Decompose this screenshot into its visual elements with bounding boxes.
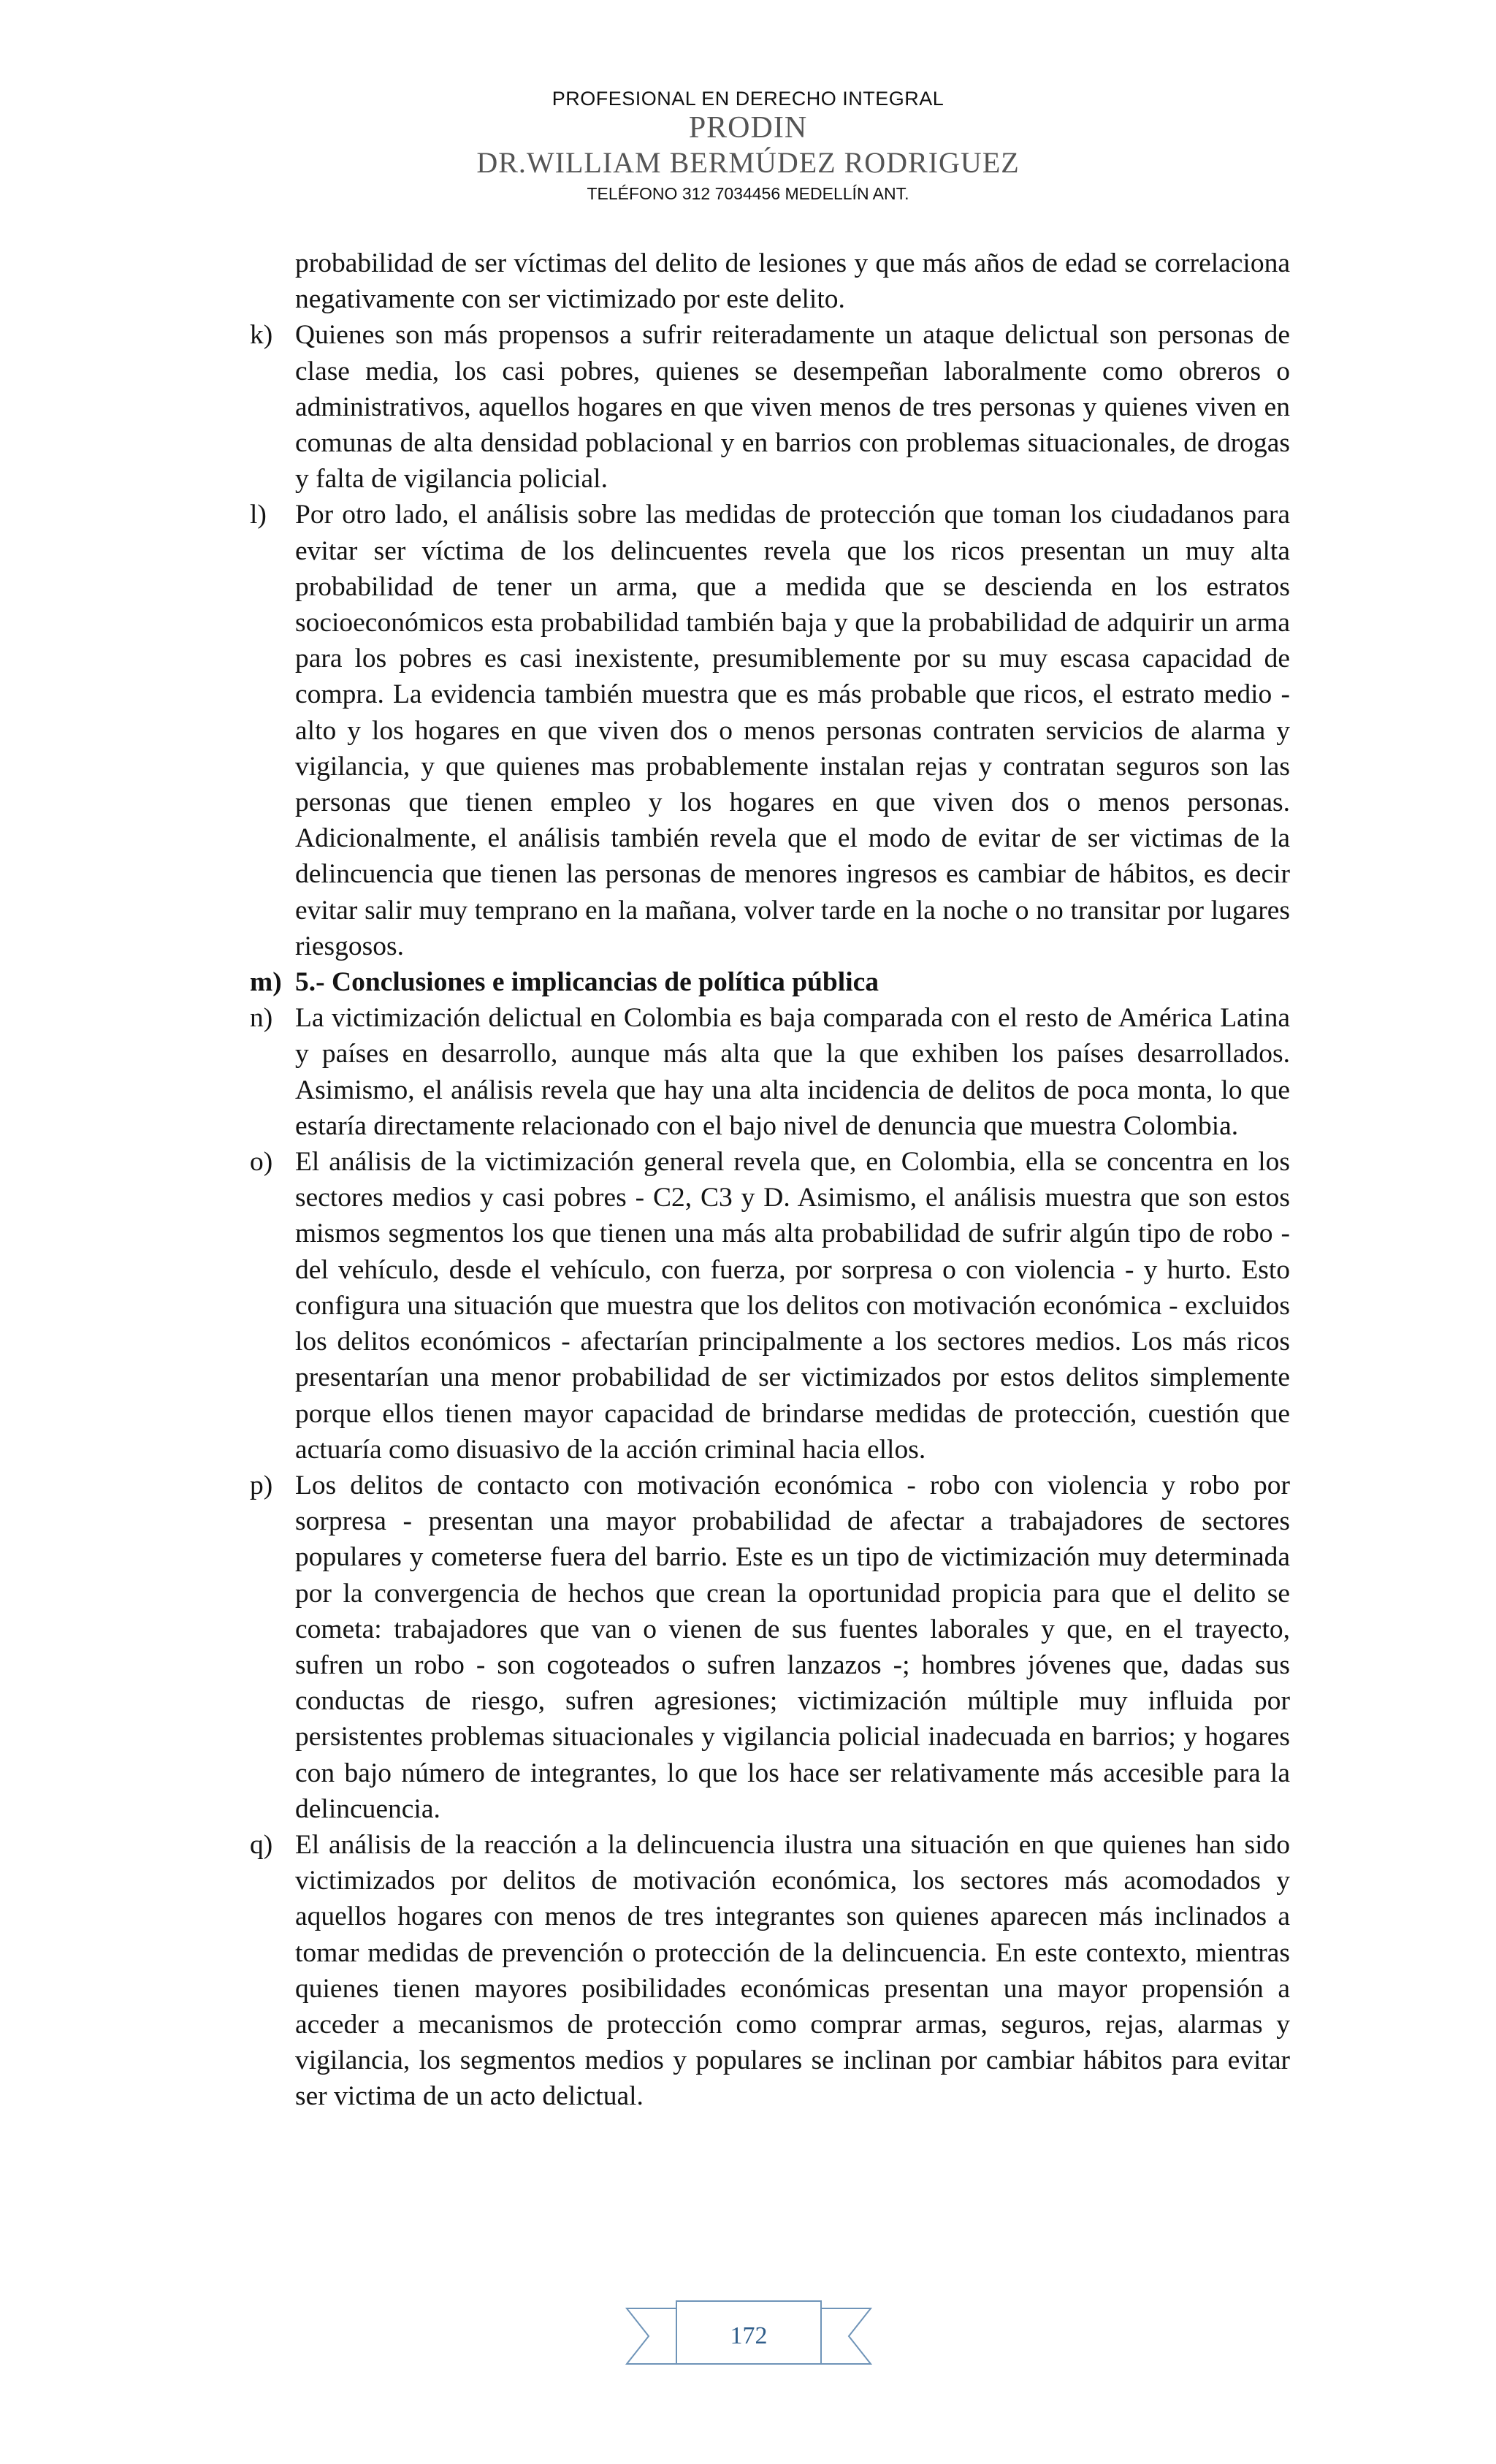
document-body — [250, 245, 1290, 2115]
continuation-paragraph: probabilidad de ser víctimas del delito de lesiones y que más años de edad se correlaciona negativamente con ser victimizado por este delito. — [295, 248, 1290, 315]
page-footer — [621, 2300, 877, 2373]
page-number: 172 — [730, 2322, 768, 2349]
list-item-text: Por otro lado, el análisis sobre las medidas de protección que toman los ciudadanos para evitar ser víctima de los delincuentes revela que los ricos presentan un muy alta probabilidad de tener un arma, que a medida que se descienda en los estratos socioeconómicos esta probabilidad también baja y que la probabilidad de adquirir un arma para los pobres es casi inexistente, presumiblemente por su muy escasa capacidad de compra. La evidencia también muestra que es más probable que ricos, el estrato medio - alto y los hogares en que viven dos o menos personas contraten servicios de alarma y vigilancia, y que quienes mas probablemente instalan rejas y contratan seguros son las personas que tienen empleo y los hogares en que viven dos o menos personas. Adicionalmente, el análisis también revela que el modo de evitar de ser victimas de la delincuencia que tienen las personas de menores ingresos es cambiar de hábitos, es decir evitar salir muy temprano en la mañana, volver tarde en la noche o no transitar por lugares riesgosos. — [295, 500, 1290, 961]
list-item-k — [250, 317, 1290, 497]
list-item-n — [250, 1000, 1290, 1144]
list-marker: m) — [250, 967, 282, 998]
section-heading-text: 5.- Conclusiones e implicancias de política pública — [295, 967, 879, 998]
header-lawyer-name: DR.WILLIAM BERMÚDEZ RODRIGUEZ — [476, 146, 1020, 179]
header-firm-name: PRODIN — [688, 111, 808, 145]
list-marker: l) — [250, 500, 267, 530]
list-item-p — [250, 1468, 1290, 1827]
list-marker: o) — [250, 1147, 273, 1178]
list-item-text: La victimización delictual en Colombia es baja comparada con el resto de América Latina y países en desarrollo, aunque más alta que la que exhiben los países desarrollados. Asimismo, el análisis revela que hay una alta incidencia de delitos de poca monta, lo que estaría directamente relacionado con el bajo nivel de denuncia que muestra Colombia. — [295, 1003, 1290, 1141]
section-heading — [250, 964, 1290, 1000]
list-item-o — [250, 1144, 1290, 1468]
page-header — [0, 86, 1496, 206]
list-item-text: Quienes son más propensos a sufrir reiteradamente un ataque delictual son personas de clase media, los casi pobres, quienes se desempeñan laboralmente como obreros o administrativos, aquellos hogares en que viven menos de tres personas y quienes viven en comunas de alta densidad poblacional y en barrios con problemas situacionales, de drogas y falta de vigilancia policial. — [295, 320, 1290, 495]
header-phone: TELÉFONO 312 7034456 MEDELLÍN ANT. — [587, 184, 909, 203]
list-item-text: Los delitos de contacto con motivación económica - robo con violencia y robo por sorpresa - presentan una mayor probabilidad de afectar a trabajadores de sectores populares y cometerse fuera del barrio. Este es un tipo de victimización muy determinada por la convergencia de hechos que crean la oportunidad propicia para que el delito se cometa: trabajadores que van o vienen de sus fuentes laborales y que, en el trayecto, sufren un robo - son cogoteados o sufren lanzazos -; hombres jóvenes que, dadas sus conductas de riesgo, sufren agresiones; victimización múltiple muy influida por persistentes problemas situacionales y vigilancia policial inadecuada en barrios; y hogares con bajo número de integrantes, lo que los hace ser relativamente más accesible para la delincuencia. — [295, 1470, 1290, 1824]
list-item-q — [250, 1827, 1290, 2115]
list-item-l — [250, 497, 1290, 964]
list-marker: q) — [250, 1829, 273, 1860]
list-marker: n) — [250, 1003, 273, 1034]
header-profession: PROFESIONAL EN DERECHO INTEGRAL — [552, 88, 944, 110]
list-marker: k) — [250, 320, 273, 351]
list-item-text: El análisis de la reacción a la delincuencia ilustra una situación en que quienes han sido victimizados por delitos de motivación económica, los sectores más acomodados y aquellos hogares con menos de tres integrantes son quienes aparecen más inclinados a tomar medidas de prevención o protección de la delincuencia. En este contexto, mientras quienes tienen mayores posibilidades económicas presentan una mayor propensión a acceder a mecanismos de protección como comprar armas, seguros, rejas, alarmas y vigilancia, los segmentos medios y populares se inclinan por cambiar hábitos para evitar ser victima de un acto delictual. — [295, 1829, 1290, 2112]
list-marker: p) — [250, 1470, 273, 1500]
list-item-text: El análisis de la victimización general revela que, en Colombia, ella se concentra en los sectores medios y casi pobres - C2, C3 y D. Asimismo, el análisis muestra que son estos mismos segmentos los que tienen una más alta probabilidad de sufrir algún tipo de robo - del vehículo, desde el vehículo, con fuerza, por sorpresa o con violencia - y hurto. Esto configura una situación que muestra que los delitos con motivación económica - excluidos los delitos económicos - afectarían principalmente a los sectores medios. Los más ricos presentarían una menor probabilidad de ser victimizados por estos delitos simplemente porque ellos tienen mayor capacidad de brindarse medidas de protección, cuestión que actuaría como disuasivo de la acción criminal hacia ellos. — [295, 1147, 1290, 1465]
